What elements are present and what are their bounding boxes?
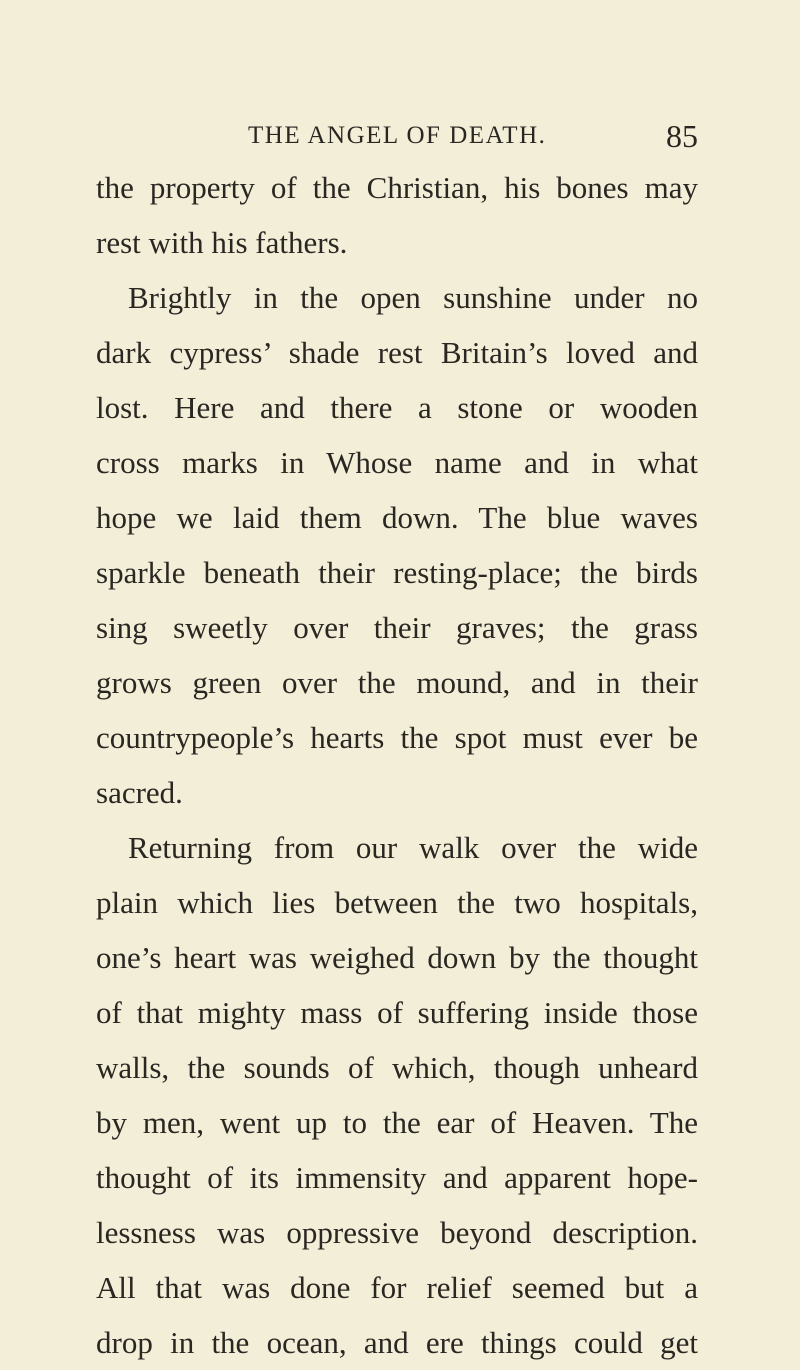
text-line: hope we laid them down. The blue waves [96,500,698,535]
text-line: one’s heart was weighed down by the thought [96,940,698,975]
text-line: Returning from our walk over the wide [128,830,698,865]
text-line: countrypeople’s hearts the spot must ever be [96,720,698,755]
text-line: drop in the ocean, and ere things could get [96,1325,698,1360]
text-line: sacred. [96,775,183,810]
running-head [96,118,698,158]
text-line: grows green over the mound, and in their [96,665,698,700]
text-line: walls, the sounds of which, though unheard [96,1050,698,1085]
text-line: dark cypress’ shade rest Britain’s loved and [96,335,698,370]
text-line: plain which lies between the two hospitals, [96,885,698,920]
body-text [96,160,698,1370]
text-line: lessness was oppressive beyond description. [96,1215,698,1250]
text-line: cross marks in Whose name and in what [96,445,698,480]
text-line: thought of its immensity and apparent hope- [96,1160,698,1195]
text-line: rest with his fathers. [96,225,348,260]
running-title: THE ANGEL OF DEATH. [248,122,547,149]
text-line: the property of the Christian, his bones may [96,170,698,205]
text-line: All that was done for relief seemed but a [96,1270,698,1305]
text-line: lost. Here and there a stone or wooden [96,390,698,425]
page-number: 85 [666,118,698,154]
text-line: by men, went up to the ear of Heaven. The [96,1105,698,1140]
text-line: of that mighty mass of suffering inside those [96,995,698,1030]
text-line: Brightly in the open sunshine under no [128,280,698,315]
text-line: sing sweetly over their graves; the grass [96,610,698,645]
text-line: sparkle beneath their resting-place; the birds [96,555,698,590]
